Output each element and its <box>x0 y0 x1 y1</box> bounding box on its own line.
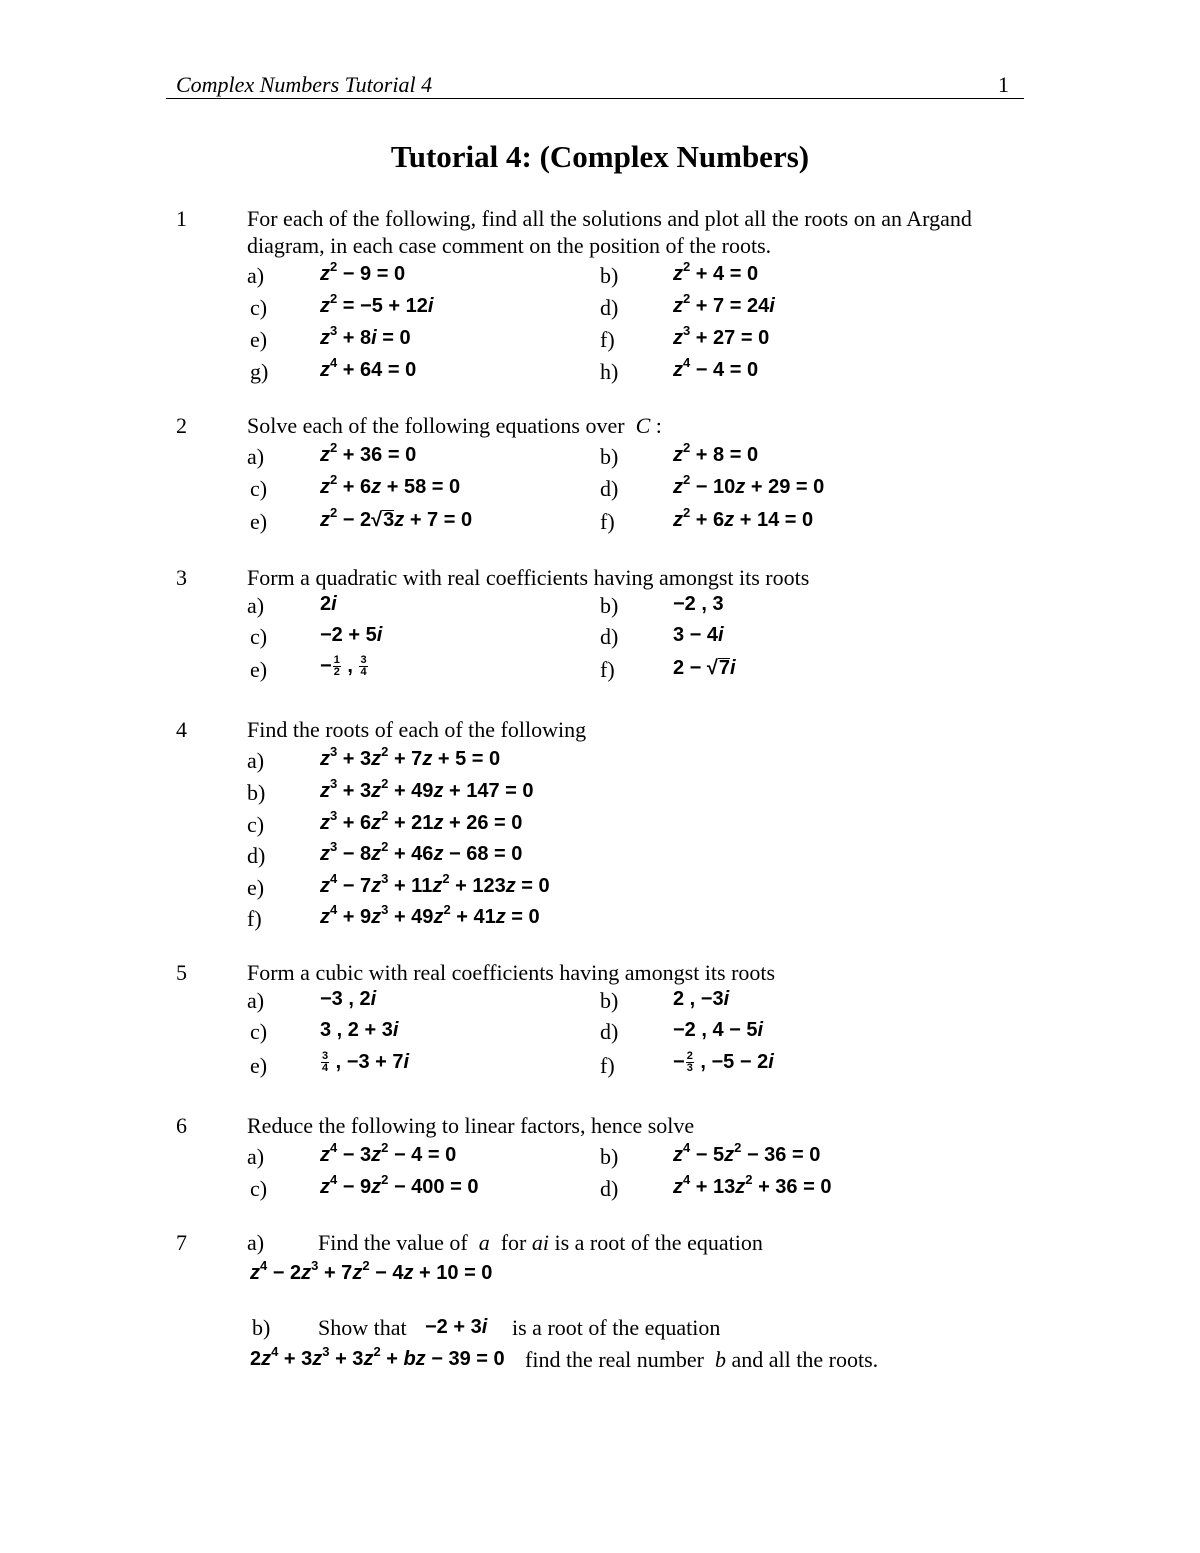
q1-equation-g: $z^4 + 64 = 0$ <box>320 355 417 381</box>
question-1-stem-line2: diagram, in each case comment on the position of the roots. <box>247 233 772 258</box>
question-3-stem: Form a quadratic with real coefficients having amongst its roots <box>247 565 810 590</box>
q3-root-a: 2i <box>320 593 337 615</box>
q7b-equation: $2z^4 + 3z^3 + 3z^2$ + bz − 39 = 0 <box>250 1344 505 1370</box>
q2-label-e: e) <box>250 509 268 534</box>
q5-label-b: b) <box>600 988 619 1013</box>
q1-equation-e: $z^3 + 8i = 0$ <box>320 323 411 349</box>
document-title: Tutorial 4: (Complex Numbers) <box>390 139 810 174</box>
question-4-stem: Find the roots of each of the following <box>247 717 587 742</box>
q4-label-f: f) <box>247 906 262 931</box>
q2-equation-f: $z^2 + 6z + 14 = 0$ <box>673 505 814 531</box>
q3-root-b: −2 , 3 <box>673 593 724 615</box>
q1-equation-c: $z^2 = -5 + 12i$ <box>320 291 434 317</box>
question-7-number: 7 <box>176 1230 187 1255</box>
q4-label-e: e) <box>247 875 265 900</box>
q3-label-f: f) <box>600 657 615 682</box>
q7b-text4: and all the roots. <box>731 1347 879 1372</box>
q4-equation-a: $z^3 + 3z^2 + 7z + 5 = 0$ <box>320 744 501 770</box>
q4-equation-d: $z^3 - 8z^2 + 46z - 68 = 0$ <box>320 839 523 865</box>
q4-label-c: c) <box>247 812 265 837</box>
q2-label-f: f) <box>600 509 615 534</box>
q7b-text3: find the real number <box>525 1347 704 1372</box>
q3-root-c: −2 + 5i <box>320 624 383 646</box>
q7b-stem-end <box>525 1347 878 1373</box>
question-5-stem: Form a cubic with real coefficients having amongst its roots <box>247 960 776 985</box>
q7a-stem <box>318 1230 763 1256</box>
question-2-stem <box>247 413 662 439</box>
q2-label-a: a) <box>247 444 265 469</box>
q4-equation-c: $z^3 + 6z^2 + 21z + 26 = 0$ <box>320 808 523 834</box>
q1-equation-d: $z^2 + 7 = 24i$ <box>673 291 775 317</box>
q3-root-e: − $\frac{1}{2}$ , $\frac{3}{4}$ <box>320 654 367 679</box>
q1-label-b: b) <box>600 263 619 288</box>
q3-label-d: d) <box>600 624 619 649</box>
q6-label-c: c) <box>250 1176 268 1201</box>
question-2-number: 2 <box>176 413 187 438</box>
q1-label-a: a) <box>247 263 265 288</box>
q6-equation-d: $z^4 + 13z^2 + 36 = 0$ <box>673 1172 832 1198</box>
q2-equation-c: $z^2 + 6z + 58 = 0$ <box>320 472 461 498</box>
running-header-title: Complex Numbers Tutorial 4 <box>176 72 433 97</box>
q5-roots-a: −3 , 2i <box>320 988 377 1010</box>
q7a-variable-ai: ai <box>531 1230 549 1255</box>
q4-equation-f: $z^4 + 9z^3 + 49z^2 + 41z = 0$ <box>320 902 540 928</box>
q7a-text2: for <box>500 1230 527 1255</box>
q5-label-c: c) <box>250 1019 268 1044</box>
q5-label-a: a) <box>247 988 265 1013</box>
header-rule <box>166 98 1024 99</box>
q6-equation-c: $z^4 - 9z^2 - 400 = 0$ <box>320 1172 479 1198</box>
q2-label-c: c) <box>250 476 268 501</box>
question-4-number: 4 <box>176 717 187 742</box>
q5-roots-f: − $\frac{2}{3}$ , −5 − 2i <box>673 1050 774 1075</box>
q5-roots-b: 2 , −3i <box>673 988 730 1010</box>
q7b-text1: Show that <box>318 1315 407 1340</box>
question-6-number: 6 <box>176 1113 187 1138</box>
q2-equation-d: $z^2 - 10z + 29 = 0$ <box>673 472 825 498</box>
q2-equation-a: $z^2 + 36 = 0$ <box>320 440 417 466</box>
q7a-text1: Find the value of <box>318 1230 468 1255</box>
q1-label-h: h) <box>600 359 619 384</box>
q4-equation-b: $z^3 + 3z^2 + 49z + 147 = 0$ <box>320 776 534 802</box>
q2-stem-text: Solve each of the following equations over <box>247 413 625 438</box>
question-6-stem: Reduce the following to linear factors, hence solve <box>247 1113 695 1138</box>
q7b-variable: b <box>715 1347 726 1372</box>
q5-roots-c: 3 , 2 + 3i <box>320 1019 399 1041</box>
q1-equation-a: $z^2 - 9 = 0$ <box>320 259 406 285</box>
question-1-number: 1 <box>176 206 187 231</box>
question-1-stem-line1: For each of the following, find all the solutions and plot all the roots on an Argand <box>247 206 972 231</box>
q2-set-symbol: C <box>635 413 651 438</box>
q1-label-d: d) <box>600 295 619 320</box>
q2-equation-e: $z^2 - 2√3z + 7 = 0$ <box>320 505 473 531</box>
q4-equation-e: $z^4 - 7z^3 + 11z^2 + 123z = 0$ <box>320 871 550 897</box>
q3-label-c: c) <box>250 624 268 649</box>
q1-equation-h: $z^4 - 4 = 0$ <box>673 355 759 381</box>
q4-label-a: a) <box>247 748 265 773</box>
q1-label-g: g) <box>250 359 269 384</box>
q6-equation-b: $z^4 - 5z^2 - 36 = 0$ <box>673 1140 821 1166</box>
q3-root-f: 2 − √7i <box>673 657 736 679</box>
page-number: 1 <box>998 72 1009 97</box>
question-5-number: 5 <box>176 960 187 985</box>
q3-root-d: 3 − 4i <box>673 624 724 646</box>
q3-label-b: b) <box>600 593 619 618</box>
question-3-number: 3 <box>176 565 187 590</box>
q7a-equation: $z^4 - 2z^3 + 7z^2 - 4z + 10 = 0$ <box>250 1258 493 1284</box>
q2-label-d: d) <box>600 476 619 501</box>
q1-label-f: f) <box>600 327 615 352</box>
q6-label-b: b) <box>600 1144 619 1169</box>
q7b-root: −2 + 3i <box>425 1316 488 1338</box>
q5-roots-d: −2 , 4 − 5i <box>673 1019 764 1041</box>
q4-label-b: b) <box>247 780 266 805</box>
q4-label-d: d) <box>247 843 266 868</box>
q6-label-a: a) <box>247 1144 265 1169</box>
q5-label-f: f) <box>600 1053 615 1078</box>
q2-label-b: b) <box>600 444 619 469</box>
q3-label-e: e) <box>250 657 268 682</box>
q6-equation-a: $z^4 - 3z^2 - 4 = 0$ <box>320 1140 457 1166</box>
q7-label-a: a) <box>247 1230 265 1255</box>
q7a-text3: is a root of the equation <box>554 1230 763 1255</box>
q6-label-d: d) <box>600 1176 619 1201</box>
q1-label-e: e) <box>250 327 268 352</box>
q5-label-d: d) <box>600 1019 619 1044</box>
q2-colon: : <box>655 413 662 438</box>
q7a-variable: a <box>478 1230 490 1255</box>
q2-equation-b: $z^2 + 8 = 0$ <box>673 440 759 466</box>
q5-roots-e: $\frac{3}{4}$ , −3 + 7i <box>322 1050 410 1075</box>
q1-equation-b: $z^2 + 4 = 0$ <box>673 259 759 285</box>
q1-label-c: c) <box>250 295 268 320</box>
q7-label-b: b) <box>252 1315 271 1340</box>
q3-label-a: a) <box>247 593 265 618</box>
q1-equation-f: $z^3 + 27 = 0$ <box>673 323 770 349</box>
q5-label-e: e) <box>250 1053 268 1078</box>
q7b-text2: is a root of the equation <box>512 1315 721 1340</box>
